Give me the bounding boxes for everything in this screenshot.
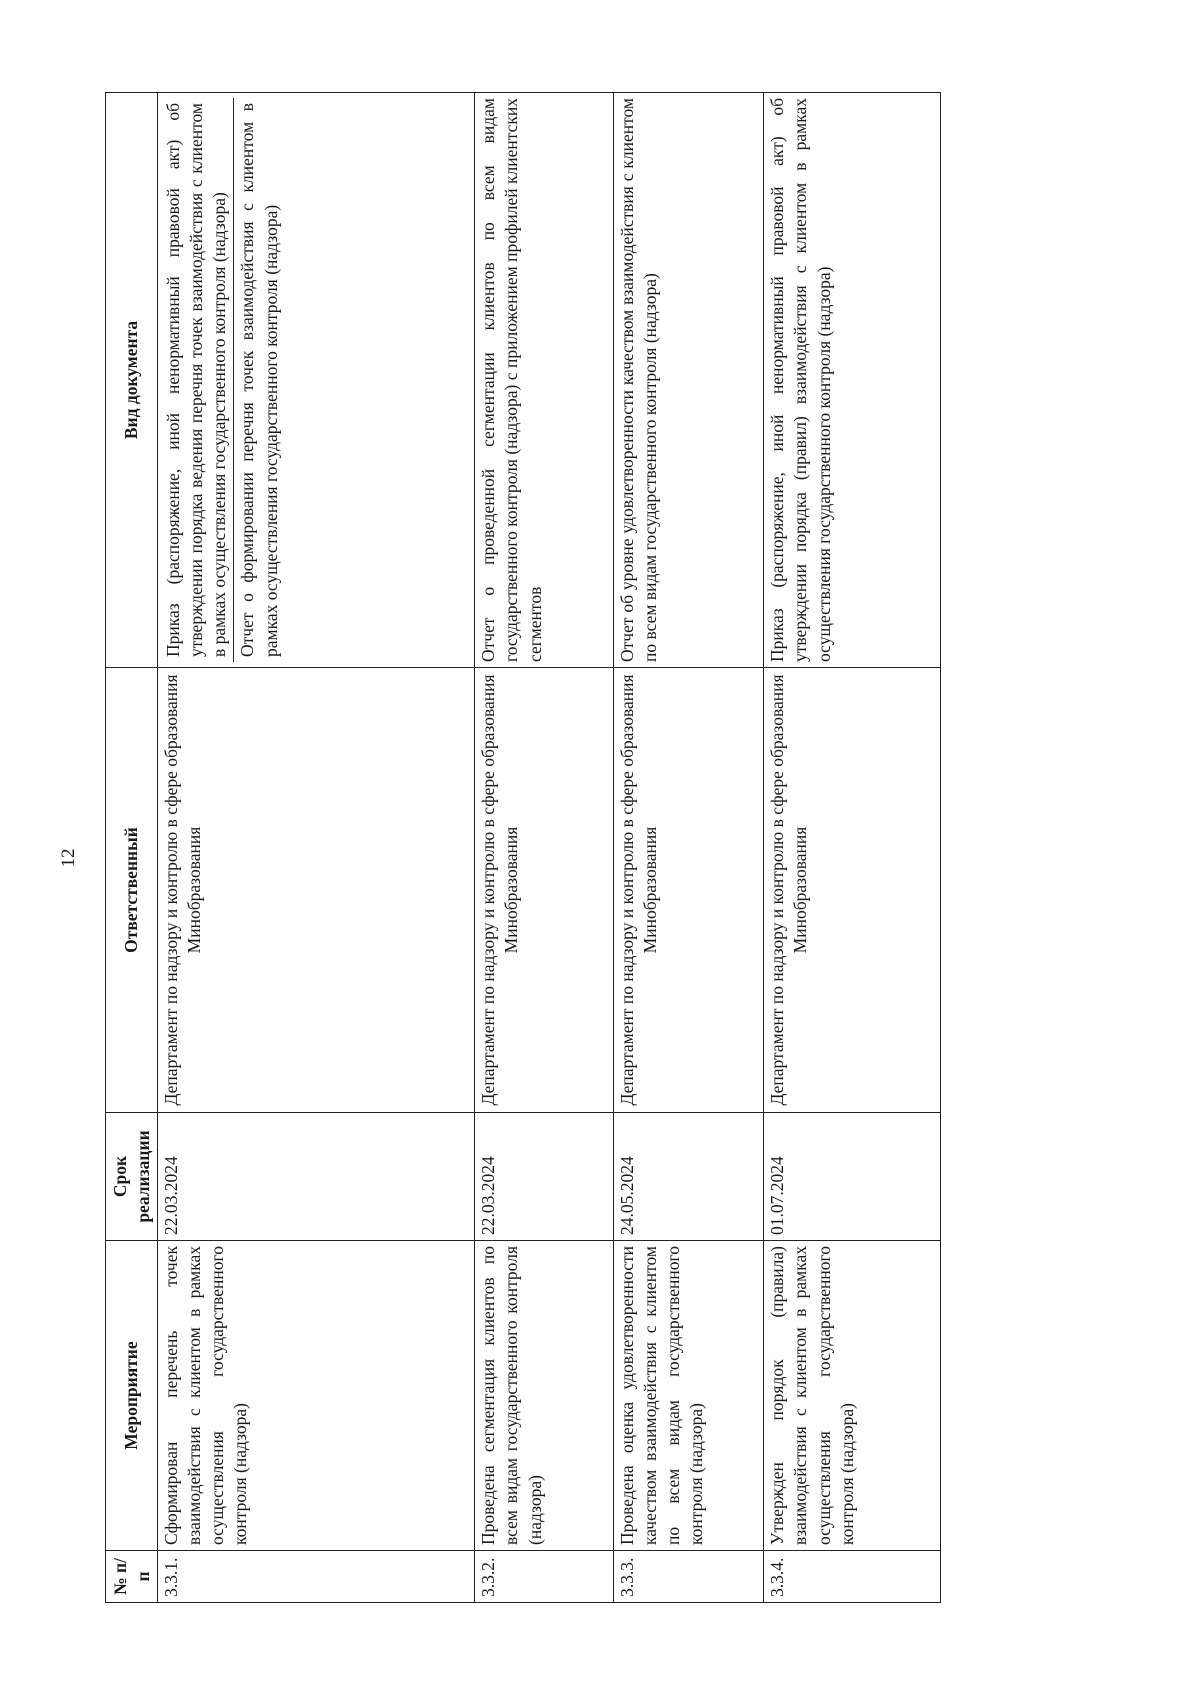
doc-type-part-1: Приказ (распоряжение, иной ненормативный правовой акт) об утверждении порядка ведения перечня точек взаимодействия с клиентом в рамках осуществления государственного контроля (надзора)	[163, 103, 230, 657]
row-num: 3.3.3.	[613, 1551, 764, 1603]
row-responsible: Департамент по надзору и контролю в сфере образования Минобразования	[475, 668, 613, 1113]
table-row	[158, 93, 475, 1603]
table-row	[764, 93, 941, 1603]
row-doc-type: Отчет о проведенной сегментации клиентов по всем видам государственного контроля (надзора) с приложением профилей клиентских сегментов	[475, 93, 613, 668]
header-num: № п/п	[106, 1551, 158, 1603]
row-term: 24.05.2024	[613, 1113, 764, 1241]
doc-type-part-2: Отчет о формировании перечня точек взаимодействия с клиентом в рамках осуществления государственного контроля (надзора)	[233, 98, 284, 662]
header-doc-type: Вид документа	[106, 93, 158, 668]
page-number: 12	[58, 848, 79, 868]
header-responsible: Ответственный	[106, 668, 158, 1113]
row-doc-type	[158, 93, 475, 668]
row-doc-type: Отчет об уровне удовлетворенности качеством взаимодействия с клиентом по всем видам государственного контроля (надзора)	[613, 93, 764, 668]
table-row	[613, 93, 764, 1603]
row-doc-type: Приказ (распоряжение, иной ненормативный правовой акт) об утверждении порядка (правил) взаимодействия с клиентом в рамках осуществления государственного контроля (надзора)	[764, 93, 941, 668]
row-num: 3.3.2.	[475, 1551, 613, 1603]
row-num: 3.3.4.	[764, 1551, 941, 1603]
row-responsible: Департамент по надзору и контролю в сфере образования Минобразования	[613, 668, 764, 1113]
row-event: Проведена сегментация клиентов по всем видам государственного контроля (надзора)	[475, 1241, 613, 1551]
measures-table	[105, 92, 941, 1603]
row-event: Проведена оценка удовлетворенности качеством взаимодействия с клиентом по всем видам государственного контроля (надзора)	[613, 1241, 764, 1551]
row-event: Сформирован перечень точек взаимодействия с клиентом в рамках осуществления государственного контроля (надзора)	[158, 1241, 475, 1551]
row-term: 01.07.2024	[764, 1113, 941, 1241]
rotated-table-container	[105, 93, 941, 1603]
header-term: Срок реализации	[106, 1113, 158, 1241]
header-event: Мероприятие	[106, 1241, 158, 1551]
table-row	[475, 93, 613, 1603]
table-header-row	[106, 93, 158, 1603]
row-num: 3.3.1.	[158, 1551, 475, 1603]
row-responsible: Департамент по надзору и контролю в сфере образования Минобразования	[158, 668, 475, 1113]
row-event: Утвержден порядок (правила) взаимодействия с клиентом в рамках осуществления государственного контроля (надзора)	[764, 1241, 941, 1551]
row-term: 22.03.2024	[158, 1113, 475, 1241]
row-responsible: Департамент по надзору и контролю в сфере образования Минобразования	[764, 668, 941, 1113]
row-term: 22.03.2024	[475, 1113, 613, 1241]
